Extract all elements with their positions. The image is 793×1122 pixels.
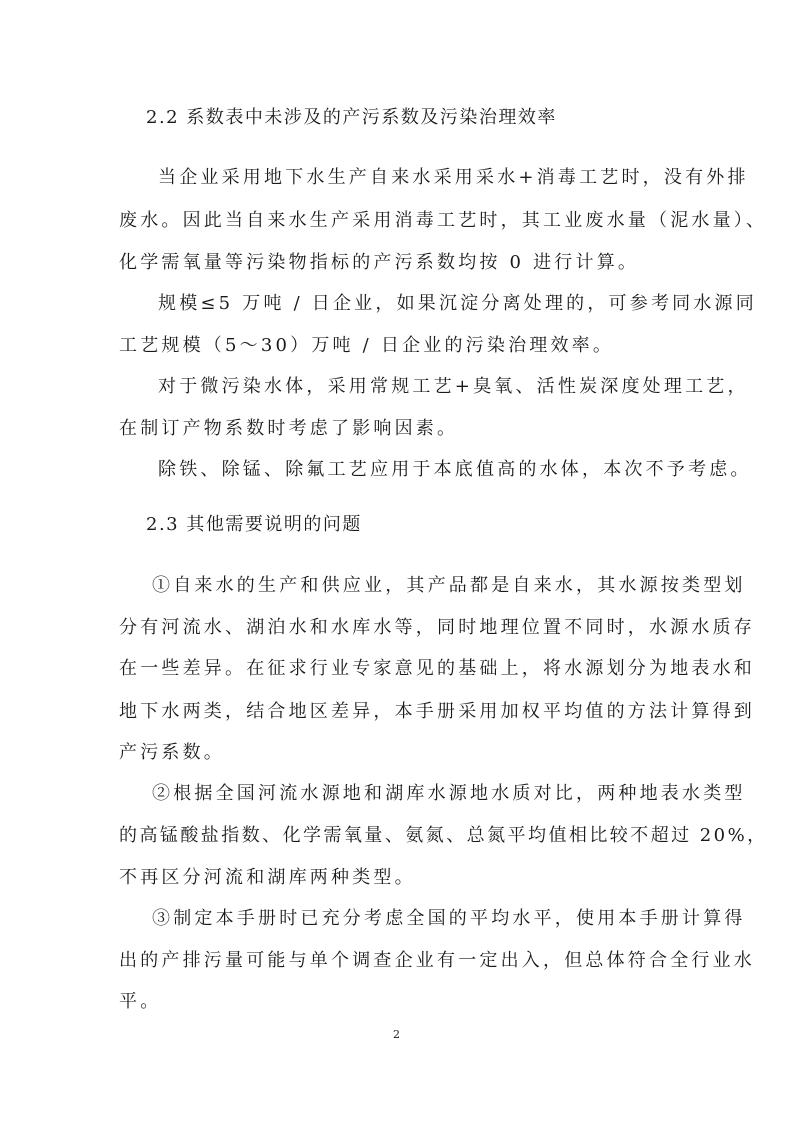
paragraph-line: 规模≤5 万吨 / 日企业，如果沉淀分离处理的，可参考同水源同 [158, 293, 757, 314]
paragraph-line: 工艺规模（5～30）万吨 / 日企业的污染治理效率。 [119, 335, 615, 356]
paragraph-line: ③制定本手册时已充分考虑全国的平均水平，使用本手册计算得 [152, 908, 746, 929]
paragraph-line: 地下水两类，结合地区差异，本手册采用加权平均值的方法计算得到 [119, 701, 755, 722]
paragraph-line: ②根据全国河流水源地和湖库水源地水质对比，两种地表水类型 [152, 783, 746, 804]
paragraph-line: 在制订产物系数时考虑了影响因素。 [119, 418, 459, 439]
paragraph-line: ①自来水的生产和供应业，其产品都是自来水，其水源按类型划 [152, 575, 746, 596]
paragraph-line: 出的产排污量可能与单个调查企业有一定出入，但总体符合全行业水 [119, 950, 755, 971]
paragraph-line: 分有河流水、湖泊水和水库水等，同时地理位置不同时，水源水质存 [119, 617, 755, 638]
paragraph-line: 当企业采用地下水生产自来水采用采水+消毒工艺时，没有外排 [158, 167, 749, 188]
paragraph-line: 产污系数。 [119, 742, 225, 763]
paragraph-line: 化学需氧量等污染物指标的产污系数均按 0 进行计算。 [119, 252, 640, 273]
paragraph-line: 废水。因此当自来水生产采用消毒工艺时，其工业废水量（泥水量）、 [119, 210, 768, 231]
paragraph-line: 不再区分河流和湖库两种类型。 [119, 867, 416, 888]
paragraph-line: 除铁、除锰、除氟工艺应用于本底值高的水体，本次不予考虑。 [158, 459, 752, 480]
section-heading-2-3: 2.3 其他需要说明的问题 [146, 514, 362, 535]
paragraph-line: 在一些差异。在征求行业专家意见的基础上，将水源划分为地表水和 [119, 658, 755, 679]
paragraph-line: 平。 [119, 991, 162, 1012]
paragraph-line: 对于微污染水体，采用常规工艺+臭氧、活性炭深度处理工艺， [158, 376, 749, 397]
paragraph-line: 的高锰酸盐指数、化学需氧量、氨氮、总氮平均值相比较不超过 20%， [119, 825, 768, 846]
section-heading-2-2: 2.2 系数表中未涉及的产污系数及污染治理效率 [146, 107, 557, 128]
page-number: 2 [393, 1028, 400, 1041]
